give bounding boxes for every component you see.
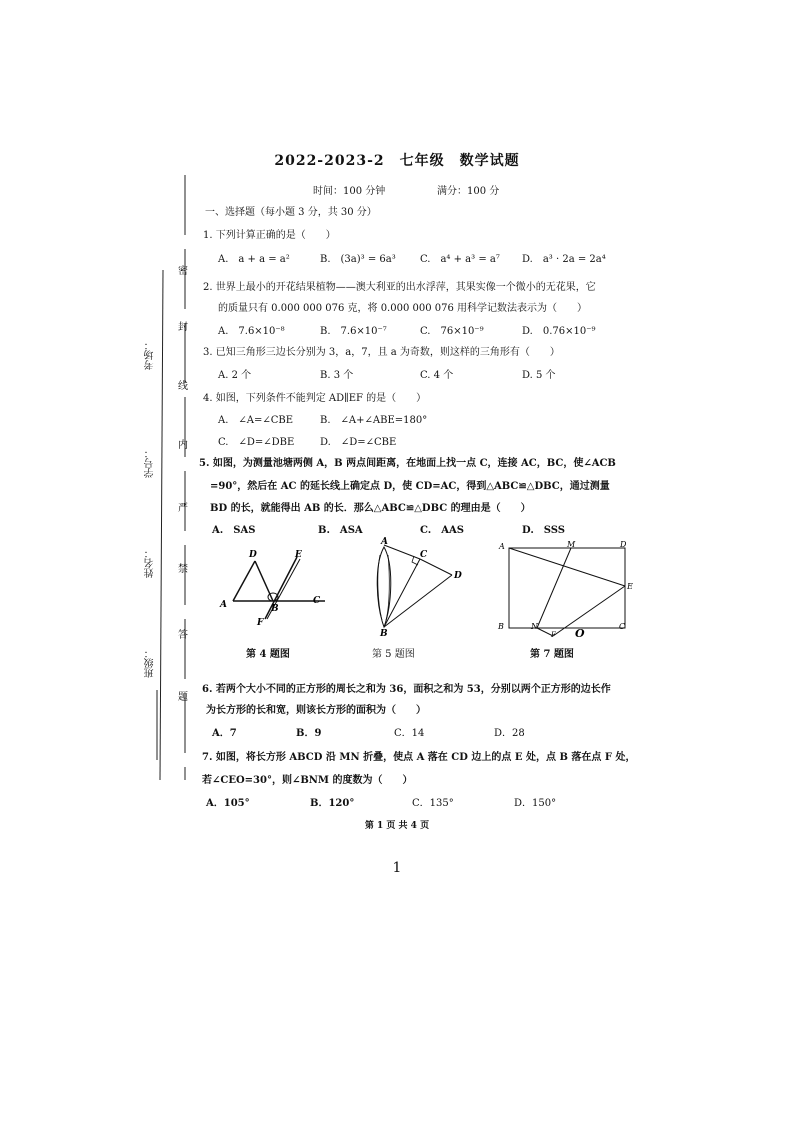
field-class: 班级： bbox=[145, 648, 156, 678]
q5-option-a: A. SAS bbox=[212, 525, 256, 536]
q6-line1: 6. 若两个大小不同的正方形的周长之和为 36，面积之和为 53，分别以两个正方形的边长作 bbox=[202, 684, 611, 695]
fig4-label-d: D bbox=[249, 550, 257, 560]
q6-option-d: D．28 bbox=[494, 728, 525, 739]
fig5-label-b: B bbox=[380, 629, 388, 639]
q1-option-d: D. a³ · 2a = 2a⁴ bbox=[522, 254, 606, 265]
q4-option-b: B. ∠A+∠ABE=180° bbox=[320, 415, 428, 426]
q7-line1: 7. 如图，将长方形 ABCD 沿 MN 折叠，使点 A 落在 CD 边上的点 E 处，点 B 落在点 F 处， bbox=[202, 752, 636, 763]
q2-option-a: A. 7.6×10⁻⁸ bbox=[218, 326, 285, 337]
q5-option-b: B. ASA bbox=[318, 525, 363, 536]
fig7-label-m: M bbox=[567, 540, 576, 549]
q3-option-a: A. 2 个 bbox=[218, 370, 252, 381]
q5-option-c: C. AAS bbox=[420, 525, 465, 536]
seal-char-3: 线 bbox=[178, 381, 188, 392]
q1-option-c: C. a⁴ + a³ = a⁷ bbox=[420, 254, 500, 265]
fig4-label-a: A bbox=[220, 600, 227, 610]
fig4-label-f: F bbox=[257, 618, 264, 628]
fig4-label-b: B bbox=[271, 604, 279, 614]
fig7-label-d: D bbox=[620, 540, 627, 549]
field-name: 姓名： bbox=[145, 548, 156, 578]
fig7-label-e: E bbox=[627, 582, 633, 591]
seal-char-4: 内 bbox=[178, 440, 188, 451]
caption-fig4: 第 4 题图 bbox=[246, 649, 290, 660]
q5-line2: =90°，然后在 AC 的延长线上确定点 D，使 CD=AC，得到△ABC≌△DBC，通过测量 bbox=[210, 481, 610, 492]
q4-stem: 4. 如图，下列条件不能判定 AD∥EF 的是（ ） bbox=[203, 393, 427, 404]
figure-4 bbox=[215, 545, 335, 630]
page-title: 2022-2023-2 七年级 数学试题 bbox=[274, 153, 520, 169]
field-student-id: 学号： bbox=[145, 448, 156, 478]
seal-char-7: 答 bbox=[178, 630, 188, 641]
fig5-label-c: C bbox=[420, 550, 428, 560]
section-heading: 一、选择题（每小题 3 分，共 30 分） bbox=[205, 207, 377, 218]
q5-line1: 5. 如图，为测量池塘两侧 A，B 两点间距离，在地面上找一点 C，连接 AC，BC，使∠ACB bbox=[199, 458, 616, 469]
fig7-label-a: A bbox=[499, 542, 505, 551]
q4-option-c: C. ∠D=∠DBE bbox=[218, 437, 295, 448]
q6-option-c: C．14 bbox=[394, 728, 425, 739]
q3-option-d: D. 5 个 bbox=[522, 370, 556, 381]
q6-line2: 为长方形的长和宽，则该长方形的面积为（ ） bbox=[206, 705, 426, 716]
q2-line2: 的质量只有 0.000 000 076 克，将 0.000 000 076 用科学记数法表示为（ ） bbox=[218, 303, 588, 314]
figure-7 bbox=[495, 540, 645, 640]
caption-fig5: 第 5 题图 bbox=[372, 649, 415, 660]
q1-stem: 1. 下列计算正确的是（ ） bbox=[203, 230, 336, 241]
fig7-label-n: N bbox=[531, 622, 538, 631]
q2-line1: 2. 世界上最小的开花结果植物——澳大利亚的出水浮萍，其果实像一个微小的无花果，它 bbox=[203, 282, 596, 293]
q7-option-d: D．150° bbox=[514, 798, 557, 809]
q7-option-b: B．120° bbox=[310, 798, 355, 809]
q2-option-c: C. 76×10⁻⁹ bbox=[420, 326, 484, 337]
fig7-label-o: O bbox=[575, 627, 585, 640]
seal-char-8: 题 bbox=[178, 692, 188, 703]
q7-option-c: C．135° bbox=[412, 798, 454, 809]
q3-option-b: B. 3 个 bbox=[320, 370, 354, 381]
q3-option-c: C. 4 个 bbox=[420, 370, 454, 381]
full-score: 满分：100 分 bbox=[437, 186, 500, 197]
q7-option-a: A．105° bbox=[206, 798, 250, 809]
seal-char-2: 封 bbox=[178, 322, 188, 333]
fig7-label-c: C bbox=[619, 622, 626, 631]
seal-char-5: 严 bbox=[178, 503, 188, 514]
fig7-label-b: B bbox=[498, 622, 504, 631]
fig7-label-f: F bbox=[551, 631, 556, 639]
q1-option-a: A. a + a = a² bbox=[218, 254, 290, 265]
fig5-label-d: D bbox=[454, 571, 462, 581]
q2-option-b: B. 7.6×10⁻⁷ bbox=[320, 326, 387, 337]
page-number: 1 bbox=[392, 860, 402, 876]
q7-line2: 若∠CEO=30°，则∠BNM 的度数为（ ） bbox=[202, 775, 413, 786]
fig4-label-c: C bbox=[313, 596, 321, 606]
caption-fig7: 第 7 题图 bbox=[530, 649, 574, 660]
q6-option-a: A．7 bbox=[212, 728, 237, 739]
q2-option-d: D. 0.76×10⁻⁹ bbox=[522, 326, 596, 337]
exam-time: 时间：100 分钟 bbox=[313, 186, 386, 197]
field-exam-room: 考场： bbox=[145, 340, 156, 370]
q5-option-d: D. SSS bbox=[522, 525, 566, 536]
q5-line3: BD 的长，就能得出 AB 的长．那么△ABC≌△DBC 的理由是（ ） bbox=[210, 503, 531, 514]
q4-option-d: D. ∠D=∠CBE bbox=[320, 437, 397, 448]
seal-char-6: 禁 bbox=[178, 564, 188, 575]
fig5-label-a: A bbox=[381, 537, 388, 547]
q4-option-a: A. ∠A=∠CBE bbox=[218, 415, 294, 426]
q6-option-b: B．9 bbox=[296, 728, 322, 739]
page-footer: 第 1 页 共 4 页 bbox=[364, 821, 430, 831]
q3-stem: 3. 已知三角形三边长分别为 3，a，7，且 a 为奇数，则这样的三角形有（ ） bbox=[203, 347, 560, 358]
figure-5 bbox=[370, 535, 470, 640]
q1-option-b: B. (3a)³ = 6a³ bbox=[320, 254, 396, 265]
fig4-label-e: E bbox=[295, 550, 302, 560]
seal-char-1: 密 bbox=[178, 266, 188, 277]
